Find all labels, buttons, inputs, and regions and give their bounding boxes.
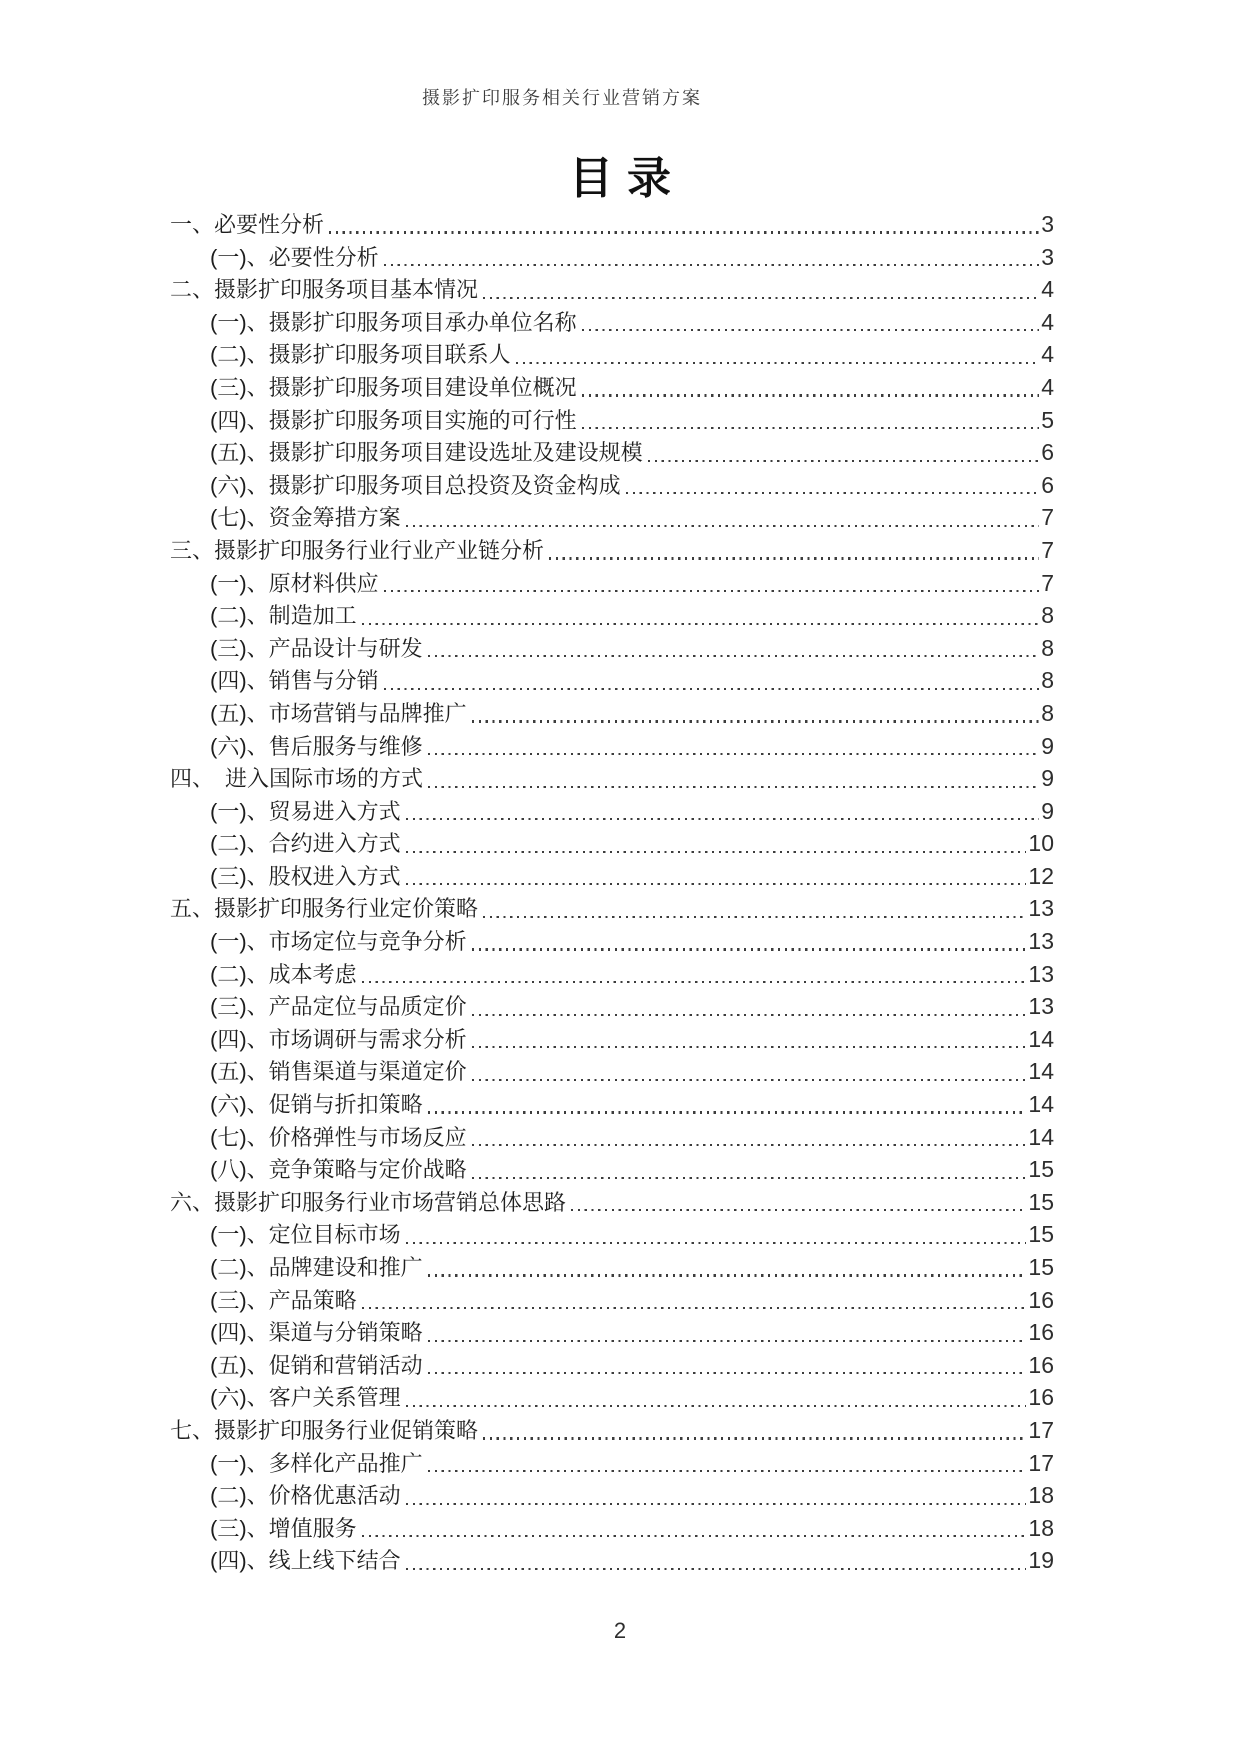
toc-entry-page: 5 [1041, 406, 1054, 433]
toc-entry [170, 990, 1054, 1023]
toc-entry-label: (一)、摄影扩印服务项目承办单位名称 [210, 309, 577, 335]
dot-leader [472, 1144, 1027, 1146]
dot-leader [472, 720, 1040, 722]
toc-entry-label: (五)、摄影扩印服务项目建设选址及建设规模 [210, 440, 643, 466]
toc-title: 目录 [569, 154, 685, 203]
dot-leader [428, 786, 1039, 788]
toc-entry-label: (三)、产品策略 [210, 1287, 357, 1313]
dot-leader [483, 1437, 1026, 1439]
toc-entry [170, 404, 1054, 437]
toc-entry-label: (四)、渠道与分销策略 [210, 1320, 423, 1346]
toc-entry-page: 19 [1028, 1547, 1054, 1574]
toc-entry-label: 三、摄影扩印服务行业行业产业链分析 [170, 537, 545, 563]
toc-entry-page: 16 [1028, 1384, 1054, 1411]
toc-entry [170, 762, 1054, 795]
toc-entry [170, 958, 1054, 991]
toc-entry [170, 795, 1054, 828]
dot-leader [406, 1503, 1027, 1505]
dot-leader [428, 1470, 1027, 1472]
document-header-title: 摄影扩印服务相关行业营销方案 [422, 88, 702, 108]
toc-entry [170, 730, 1054, 763]
toc-entry-page: 13 [1028, 895, 1054, 922]
dot-leader [406, 1405, 1027, 1407]
dot-leader [472, 1079, 1027, 1081]
toc-entry-label: (六)、售后服务与维修 [210, 733, 423, 759]
toc-entry-page: 6 [1041, 439, 1054, 466]
toc-entry-label: (五)、市场营销与品牌推广 [210, 700, 467, 726]
toc-entry-label: 一、必要性分析 [170, 212, 325, 237]
toc-entry-page: 4 [1041, 308, 1054, 335]
toc-entry [170, 1381, 1054, 1414]
toc-entry [170, 1186, 1054, 1219]
toc-entry-label: (二)、成本考虑 [210, 961, 357, 987]
dot-leader [406, 851, 1027, 853]
toc-entry [170, 469, 1054, 502]
dot-leader [472, 1014, 1027, 1016]
toc-entry-page: 8 [1041, 667, 1054, 694]
toc-entry [170, 1251, 1054, 1284]
toc-entry-page: 8 [1041, 699, 1054, 726]
toc-entry-label: (一)、原材料供应 [210, 570, 379, 596]
toc-entry-page: 13 [1028, 993, 1054, 1020]
dot-leader [648, 460, 1040, 462]
toc-entry-page: 8 [1041, 634, 1054, 661]
toc-entry [170, 501, 1054, 534]
dot-leader [582, 329, 1040, 331]
toc-entry-label: 二、摄影扩印服务项目基本情况 [170, 277, 479, 303]
toc-entry [170, 827, 1054, 860]
toc-entry-label: (一)、必要性分析 [210, 244, 379, 270]
toc-entry-label: (七)、资金筹措方案 [210, 505, 401, 531]
toc-entry-label: (三)、股权进入方式 [210, 863, 401, 889]
toc-entry-label: (三)、摄影扩印服务项目建设单位概况 [210, 374, 577, 400]
toc-entry [170, 599, 1054, 632]
dot-leader [406, 818, 1040, 820]
toc-entry-label: (六)、摄影扩印服务项目总投资及资金构成 [210, 472, 621, 498]
dot-leader [472, 1046, 1027, 1048]
toc-entry-label: (一)、市场定位与竞争分析 [210, 929, 467, 955]
toc-entry-label: (二)、合约进入方式 [210, 831, 401, 857]
dot-leader [516, 362, 1040, 364]
toc-entry-page: 18 [1028, 1514, 1054, 1541]
toc-entry [170, 697, 1054, 730]
toc-entry [170, 1447, 1054, 1480]
toc-entry-label: (四)、销售与分销 [210, 668, 379, 694]
dot-leader [362, 623, 1040, 625]
toc-entry-label: (五)、促销和营销活动 [210, 1352, 423, 1378]
toc-entry-page: 4 [1041, 373, 1054, 400]
toc-entry [170, 1316, 1054, 1349]
toc-entry-label: 六、摄影扩印服务行业市场营销总体思路 [170, 1189, 567, 1215]
dot-leader [549, 557, 1039, 559]
toc-entry-page: 16 [1028, 1286, 1054, 1313]
toc-list [170, 208, 1054, 1577]
toc-entry [170, 1284, 1054, 1317]
toc-entry [170, 436, 1054, 469]
toc-entry-label: (一)、贸易进入方式 [210, 798, 401, 824]
dot-leader [406, 883, 1027, 885]
toc-entry-label: 四、 进入国际市场的方式 [170, 766, 424, 792]
toc-entry-page: 8 [1041, 602, 1054, 629]
toc-entry [170, 925, 1054, 958]
toc-entry-label: (二)、品牌建设和推广 [210, 1255, 423, 1280]
toc-entry-label: (三)、产品设计与研发 [210, 635, 423, 661]
dot-leader [406, 525, 1040, 527]
toc-entry [170, 1153, 1054, 1186]
toc-entry-page: 15 [1028, 1156, 1054, 1183]
toc-entry [170, 1055, 1054, 1088]
toc-entry [170, 338, 1054, 371]
dot-leader [362, 1535, 1027, 1537]
toc-entry-label: (四)、摄影扩印服务项目实施的可行性 [210, 407, 577, 433]
toc-entry-page: 10 [1028, 830, 1054, 857]
toc-entry-page: 7 [1041, 536, 1054, 563]
dot-leader [406, 1568, 1027, 1570]
toc-entry [170, 273, 1054, 306]
toc-entry-page: 15 [1028, 1254, 1054, 1280]
toc-entry-label: (四)、市场调研与需求分析 [210, 1026, 467, 1052]
toc-entry [170, 567, 1054, 600]
toc-entry [170, 860, 1054, 893]
toc-entry [170, 1121, 1054, 1154]
toc-entry-label: (六)、客户关系管理 [210, 1385, 401, 1411]
toc-entry-page: 16 [1028, 1319, 1054, 1346]
toc-entry-label: (二)、摄影扩印服务项目联系人 [210, 342, 511, 368]
toc-entry [170, 892, 1054, 925]
dot-leader [582, 394, 1040, 396]
toc-entry [170, 1479, 1054, 1512]
dot-leader [428, 1111, 1027, 1113]
toc-entry-page: 9 [1041, 732, 1054, 759]
toc-entry-label: (四)、线上线下结合 [210, 1548, 401, 1574]
toc-entry [170, 1512, 1054, 1545]
toc-entry-page: 13 [1028, 928, 1054, 955]
toc-entry-page: 16 [1028, 1351, 1054, 1378]
toc-entry [170, 632, 1054, 665]
toc-entry-page: 17 [1028, 1449, 1054, 1476]
toc-entry-page: 9 [1041, 765, 1054, 792]
toc-entry-page: 7 [1041, 504, 1054, 531]
dot-leader [472, 1177, 1027, 1179]
dot-leader [571, 1209, 1026, 1211]
toc-entry-label: (二)、制造加工 [210, 603, 357, 629]
toc-entry-label: 七、摄影扩印服务行业促销策略 [170, 1417, 479, 1443]
toc-entry-label: (二)、价格优惠活动 [210, 1483, 401, 1509]
dot-leader [428, 655, 1040, 657]
toc-entry-page: 18 [1028, 1482, 1054, 1509]
dot-leader [384, 688, 1040, 690]
toc-entry-page: 12 [1028, 862, 1054, 889]
toc-entry-page: 3 [1041, 243, 1054, 270]
toc-entry-page: 3 [1041, 211, 1054, 237]
toc-entry-label: (七)、价格弹性与市场反应 [210, 1124, 467, 1150]
toc-entry-page: 4 [1041, 276, 1054, 303]
toc-entry-page: 15 [1028, 1221, 1054, 1248]
toc-entry [170, 1088, 1054, 1121]
dot-leader [483, 916, 1026, 918]
toc-entry [170, 1349, 1054, 1382]
toc-entry-label: (三)、增值服务 [210, 1515, 357, 1541]
toc-entry-label: (一)、多样化产品推广 [210, 1450, 423, 1476]
toc-entry [170, 208, 1054, 241]
toc-entry [170, 241, 1054, 274]
dot-leader [428, 1340, 1027, 1342]
toc-entry [170, 306, 1054, 339]
dot-leader [428, 753, 1040, 755]
dot-leader [384, 590, 1040, 592]
dot-leader [384, 264, 1040, 266]
toc-entry-page: 13 [1028, 960, 1054, 987]
toc-entry [170, 1414, 1054, 1447]
toc-entry-label: (六)、促销与折扣策略 [210, 1092, 423, 1118]
toc-entry [170, 664, 1054, 697]
dot-leader [406, 1242, 1027, 1244]
dot-leader [582, 427, 1040, 429]
footer-page-number: 2 [613, 1618, 627, 1643]
toc-entry-page: 14 [1028, 1025, 1054, 1052]
toc-entry-page: 6 [1041, 471, 1054, 498]
toc-entry-page: 17 [1028, 1416, 1054, 1443]
dot-leader [362, 1307, 1027, 1309]
toc-entry-page: 15 [1028, 1188, 1054, 1215]
toc-entry [170, 1218, 1054, 1251]
toc-entry [170, 1544, 1054, 1577]
dot-leader [428, 1372, 1027, 1374]
toc-entry [170, 1023, 1054, 1056]
toc-entry-page: 7 [1041, 569, 1054, 596]
toc-entry-page: 14 [1028, 1058, 1054, 1085]
dot-leader [428, 1274, 1027, 1276]
dot-leader [472, 948, 1027, 950]
toc-entry [170, 371, 1054, 404]
toc-entry-label: (八)、竞争策略与定价战略 [210, 1157, 467, 1183]
toc-entry-page: 14 [1028, 1091, 1054, 1118]
dot-leader [626, 492, 1040, 494]
toc-entry-label: (一)、定位目标市场 [210, 1222, 401, 1248]
toc-entry-page: 14 [1028, 1123, 1054, 1150]
toc-entry-page: 9 [1041, 797, 1054, 824]
dot-leader [362, 981, 1027, 983]
toc-entry [170, 534, 1054, 567]
toc-entry-label: (三)、产品定位与品质定价 [210, 994, 467, 1020]
toc-entry-page: 4 [1041, 341, 1054, 368]
dot-leader [483, 297, 1039, 299]
toc-entry-label: 五、摄影扩印服务行业定价策略 [170, 896, 479, 922]
toc-entry-label: (五)、销售渠道与渠道定价 [210, 1059, 467, 1085]
dot-leader [329, 231, 1039, 233]
